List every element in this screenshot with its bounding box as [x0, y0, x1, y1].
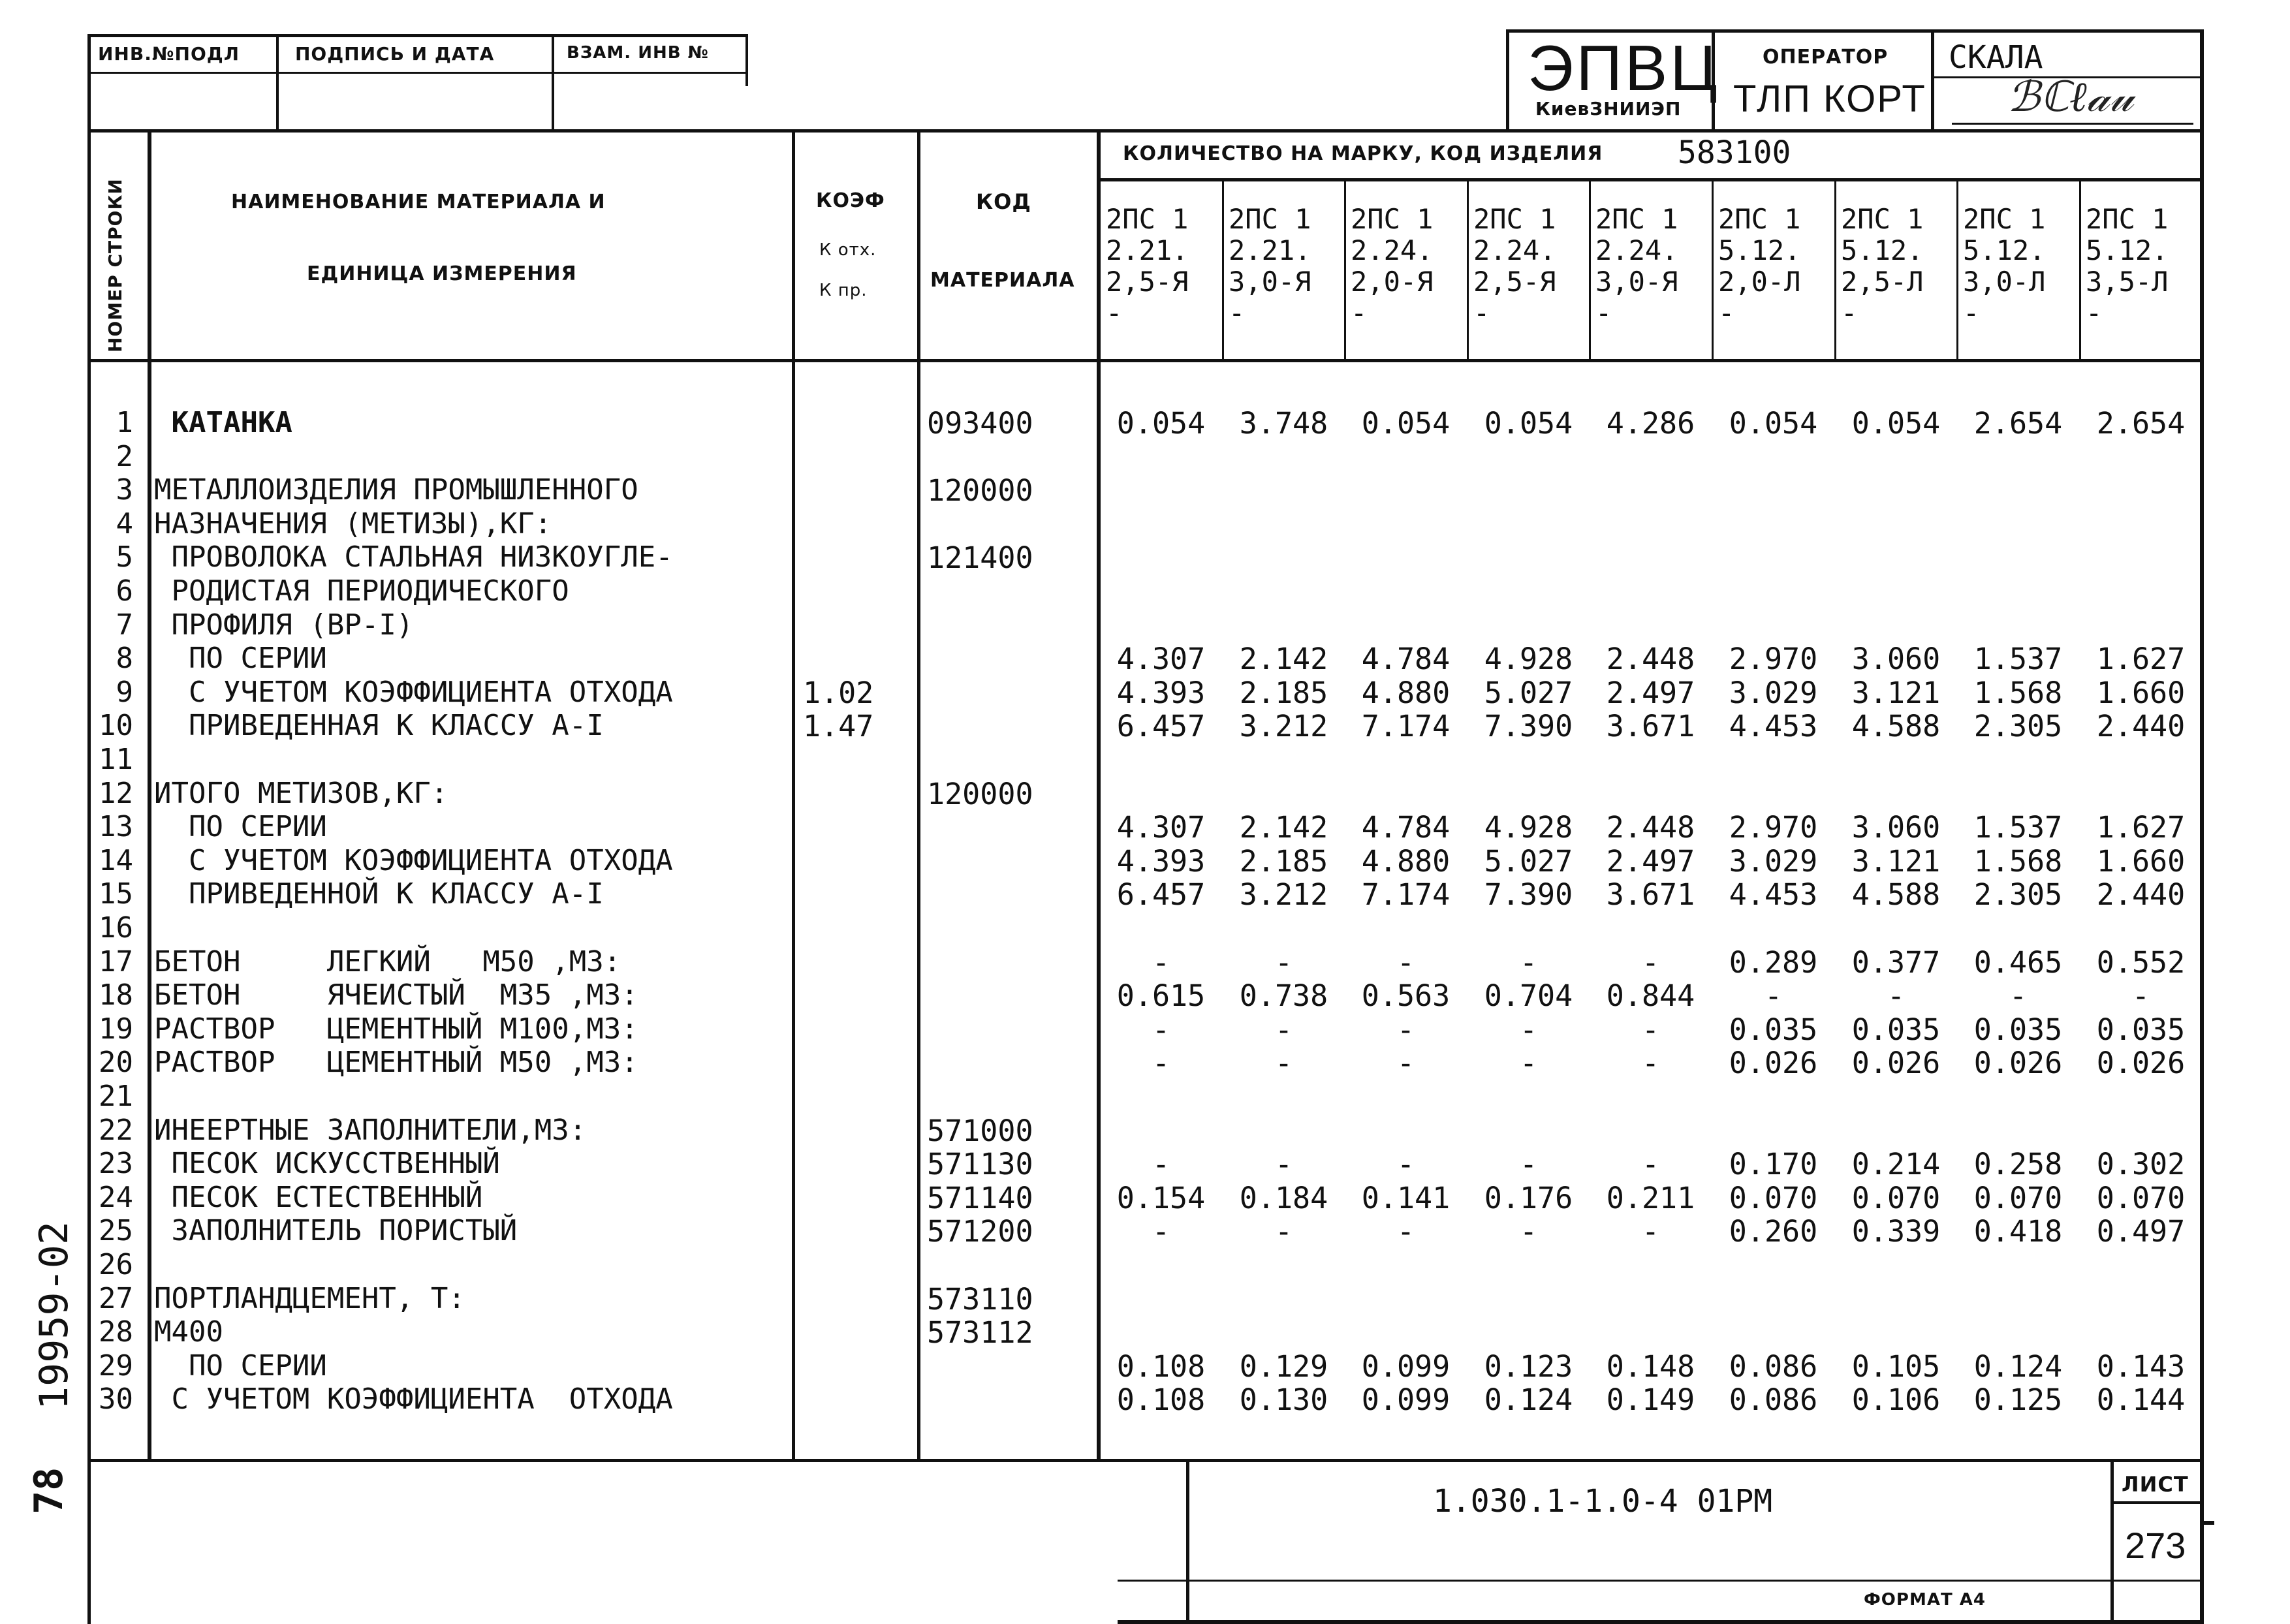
quantity-value: -	[1764, 978, 1783, 1013]
quantity-value: -	[1396, 1012, 1415, 1047]
quantity-value: -	[1274, 1012, 1293, 1047]
quantity-value: 2.654	[2096, 406, 2186, 441]
quantity-value: 3.212	[1239, 709, 1328, 743]
row-number: 17	[99, 945, 133, 978]
side-number: 19959-02	[31, 1221, 77, 1410]
quantity-value: 0.704	[1484, 978, 1573, 1013]
footer-border	[2110, 1501, 2204, 1504]
stamp-border	[276, 34, 279, 132]
material-code: 120000	[927, 473, 1033, 508]
quantity-value: 7.390	[1484, 877, 1573, 912]
quantity-value: 1.537	[1973, 810, 2063, 845]
table-border	[87, 129, 91, 1624]
quantity-value: 0.099	[1361, 1349, 1451, 1384]
quantity-value: 2.970	[1729, 642, 1818, 676]
material-name: С УЧЕТОМ КОЭФФИЦИЕНТА ОТХОДА	[154, 844, 673, 877]
quantity-value: 1.660	[2096, 844, 2186, 879]
quantity-value: 1.627	[2096, 810, 2186, 845]
quantity-value: 0.070	[2096, 1181, 2186, 1215]
quantity-value: 3.671	[1606, 709, 1695, 743]
quantity-value: -	[1519, 1046, 1538, 1080]
quantity-value: 0.258	[1973, 1147, 2063, 1181]
stamp-border	[87, 34, 91, 132]
stamp-border	[745, 34, 748, 86]
footer-border	[1118, 1580, 2204, 1582]
column-header-code: 2ПС 1 2.24. 2,5-Я -	[1473, 203, 1556, 329]
row-number: 9	[116, 676, 133, 709]
quantity-value: 0.099	[1361, 1382, 1451, 1417]
quantity-value: 0.339	[1851, 1214, 1941, 1249]
quantity-value: 4.393	[1116, 844, 1206, 879]
data-col-divider	[2079, 178, 2081, 361]
column-header-code: 2ПС 1 5.12. 2,0-Л -	[1718, 203, 1801, 329]
titleblock-border	[1931, 29, 1934, 131]
quantity-value: 3.060	[1851, 810, 1941, 845]
quantity-value: 7.390	[1484, 709, 1573, 743]
col-divider	[1097, 129, 1101, 1461]
quantity-value: 3.029	[1729, 676, 1818, 710]
quantity-value: -	[1152, 1147, 1170, 1181]
data-col-divider	[1956, 178, 1958, 361]
material-code: 571200	[927, 1214, 1033, 1249]
quantity-value: 0.054	[1729, 406, 1818, 441]
quantity-value: 3.748	[1239, 406, 1328, 441]
row-number: 22	[99, 1114, 133, 1147]
row-number: 24	[99, 1181, 133, 1214]
qty-header-line	[1097, 178, 2203, 181]
quantity-value: 0.176	[1484, 1181, 1573, 1215]
quantity-value: 0.106	[1851, 1382, 1941, 1417]
quantity-value: 0.026	[1973, 1046, 2063, 1080]
quantity-value: 4.784	[1361, 810, 1451, 845]
quantity-value: 0.141	[1361, 1181, 1451, 1215]
quantity-value: 2.305	[1973, 877, 2063, 912]
quantity-value: 0.035	[1851, 1012, 1941, 1047]
quantity-value: -	[1519, 1214, 1538, 1249]
quantity-value: 4.307	[1116, 810, 1206, 845]
quantity-value: 2.448	[1606, 642, 1695, 676]
material-name: ПРОФИЛЯ (ВР-I)	[154, 608, 414, 642]
sheet-number: 273	[2125, 1525, 2186, 1566]
col-divider	[917, 129, 920, 1461]
footer-border	[2200, 1521, 2214, 1525]
material-code: 093400	[927, 406, 1033, 441]
row-number: 23	[99, 1147, 133, 1180]
column-header-code: 2ПС 1 2.24. 3,0-Я -	[1595, 203, 1678, 329]
material-name: ИНЕЕРТНЫЕ ЗАПОЛНИТЕЛИ,М3:	[154, 1114, 587, 1147]
data-col-divider	[1589, 178, 1591, 361]
quantity-value: 4.588	[1851, 709, 1941, 743]
material-name: РАСТВОР ЦЕМЕНТНЫЙ М50 ,М3:	[154, 1046, 638, 1079]
quantity-value: 2.497	[1606, 844, 1695, 879]
stamp-inv-podl-label: ИНВ.№ПОДЛ	[98, 43, 240, 65]
quantity-value: 3.121	[1851, 844, 1941, 879]
quantity-value: 4.928	[1484, 810, 1573, 845]
row-number: 16	[99, 911, 133, 945]
quantity-value: 0.054	[1361, 406, 1451, 441]
header-name-line1: НАИМЕНОВАНИЕ МАТЕРИАЛА И	[231, 191, 606, 213]
quantity-value: -	[1641, 1214, 1660, 1249]
row-number: 10	[99, 709, 133, 742]
sheet-label: ЛИСТ	[2122, 1472, 2189, 1497]
quantity-value: 2.497	[1606, 676, 1695, 710]
quantity-value: 0.289	[1729, 945, 1818, 980]
row-number: 20	[99, 1046, 133, 1079]
table-border	[87, 359, 2203, 362]
quantity-value: 0.465	[1973, 945, 2063, 980]
quantity-value: 2.970	[1729, 810, 1818, 845]
column-header-code: 2ПС 1 2.24. 2,0-Я -	[1351, 203, 1434, 329]
row-number: 14	[99, 844, 133, 877]
quantity-value: 0.211	[1606, 1181, 1695, 1215]
header-material: МАТЕРИАЛА	[930, 269, 1075, 292]
quantity-value: 2.440	[2096, 709, 2186, 743]
col-divider	[148, 129, 151, 1461]
data-col-divider	[1712, 178, 1714, 361]
material-name: БЕТОН ЛЕГКИЙ М50 ,М3:	[154, 945, 621, 978]
row-number: 8	[116, 642, 133, 675]
quantity-value: 3.671	[1606, 877, 1695, 912]
quantity-value: 0.108	[1116, 1382, 1206, 1417]
table-border	[87, 1459, 2203, 1462]
material-name: ПРОВОЛОКА СТАЛЬНАЯ НИЗКОУГЛЕ-	[154, 540, 673, 574]
material-name: МЕТАЛЛОИЗДЕЛИЯ ПРОМЫШЛЕННОГО	[154, 473, 638, 507]
quantity-value: 0.377	[1851, 945, 1941, 980]
quantity-value: 4.880	[1361, 676, 1451, 710]
quantity-value: 4.286	[1606, 406, 1695, 441]
quantity-value: 0.108	[1116, 1349, 1206, 1384]
row-number: 25	[99, 1214, 133, 1247]
quantity-value: -	[1519, 1012, 1538, 1047]
quantity-value: 4.307	[1116, 642, 1206, 676]
quantity-value: 2.142	[1239, 810, 1328, 845]
quantity-value: 1.568	[1973, 844, 2063, 879]
material-name: БЕТОН ЯЧЕИСТЫЙ М35 ,М3:	[154, 978, 638, 1012]
quantity-value: 0.260	[1729, 1214, 1818, 1249]
header-row-number: НОМЕР СТРОКИ	[104, 178, 126, 352]
quantity-value: 3.121	[1851, 676, 1941, 710]
quantity-value: 0.143	[2096, 1349, 2186, 1384]
row-number: 11	[99, 743, 133, 776]
quantity-value: -	[1396, 945, 1415, 980]
header-kod: КОД	[976, 189, 1031, 214]
quantity-value: 4.928	[1484, 642, 1573, 676]
corner-number: 78	[26, 1467, 72, 1514]
material-name: РАСТВОР ЦЕМЕНТНЫЙ М100,М3:	[154, 1012, 638, 1046]
signature: ℬℂℓ𝒶𝓊	[2007, 73, 2133, 121]
footer-border	[2110, 1459, 2114, 1622]
quantity-value: 5.027	[1484, 676, 1573, 710]
quantity-value: 1.660	[2096, 676, 2186, 710]
quantity-value: 0.170	[1729, 1147, 1818, 1181]
quantity-value: -	[1641, 1147, 1660, 1181]
quantity-value: 2.440	[2096, 877, 2186, 912]
quantity-value: 3.060	[1851, 642, 1941, 676]
quantity-value: 7.174	[1361, 709, 1451, 743]
system-name: СКАЛА	[1949, 39, 2043, 76]
quantity-value: -	[1519, 1147, 1538, 1181]
col-divider	[792, 129, 795, 1461]
header-koef: КОЭФ	[816, 189, 885, 212]
waste-coefficient: 1.02	[803, 676, 874, 710]
quantity-value: 4.588	[1851, 877, 1941, 912]
material-name: М400	[154, 1315, 223, 1349]
titleblock-border	[1506, 29, 1509, 131]
quantity-value: 2.305	[1973, 709, 2063, 743]
row-number: 12	[99, 777, 133, 810]
stamp-border	[87, 34, 748, 37]
column-header-code: 2ПС 1 5.12. 2,5-Л -	[1841, 203, 1924, 329]
quantity-value: 0.070	[1973, 1181, 2063, 1215]
quantity-value: 6.457	[1116, 877, 1206, 912]
quantity-value: 2.654	[1973, 406, 2063, 441]
row-number: 3	[116, 473, 133, 507]
stamp-vzam-label: ВЗАМ. ИНВ №	[567, 43, 709, 63]
material-name: КАТАНКА	[154, 406, 292, 439]
header-k-otx: К отх.	[819, 240, 877, 260]
quantity-value: 0.054	[1116, 406, 1206, 441]
material-name: ПЕСОК ИСКУССТВЕННЫЙ	[154, 1147, 500, 1180]
row-number: 15	[99, 877, 133, 911]
row-number: 30	[99, 1382, 133, 1416]
quantity-value: 2.448	[1606, 810, 1695, 845]
quantity-value: 7.174	[1361, 877, 1451, 912]
row-number: 13	[99, 810, 133, 843]
column-header-code: 2ПС 1 5.12. 3,5-Л -	[2086, 203, 2169, 329]
doc-code: 1.030.1-1.0-4 01РМ	[1433, 1483, 1773, 1520]
quantity-value: 0.070	[1851, 1181, 1941, 1215]
quantity-value: 0.214	[1851, 1147, 1941, 1181]
material-name: С УЧЕТОМ КОЭФФИЦИЕНТА ОТХОДА	[154, 1382, 673, 1416]
quantity-value: 0.418	[1973, 1214, 2063, 1249]
quantity-value: 0.054	[1851, 406, 1941, 441]
quantity-value: 0.124	[1484, 1382, 1573, 1417]
quantity-value: 4.784	[1361, 642, 1451, 676]
material-code: 121400	[927, 540, 1033, 575]
quantity-value: 0.086	[1729, 1349, 1818, 1384]
quantity-value: 0.026	[2096, 1046, 2186, 1080]
material-name: ПРИВЕДЕННОЙ К КЛАССУ А-I	[154, 877, 604, 911]
row-number: 2	[116, 440, 133, 473]
org-name: ЭПВЦ	[1528, 32, 1720, 104]
quantity-value: -	[1274, 945, 1293, 980]
quantity-value: 0.129	[1239, 1349, 1328, 1384]
org-subname: КиевЗНИИЭП	[1535, 98, 1682, 119]
stamp-border	[87, 72, 748, 74]
row-number: 19	[99, 1012, 133, 1046]
quantity-value: 0.026	[1851, 1046, 1941, 1080]
header-k-pr: К пр.	[819, 281, 868, 300]
header-item-code: 583100	[1678, 134, 1791, 171]
stamp-podpis-label: ПОДПИСЬ И ДАТА	[295, 43, 495, 65]
quantity-value: 6.457	[1116, 709, 1206, 743]
material-code: 573112	[927, 1315, 1033, 1350]
quantity-value: 3.212	[1239, 877, 1328, 912]
quantity-value: 0.844	[1606, 978, 1695, 1013]
row-number: 27	[99, 1282, 133, 1315]
quantity-value: 0.615	[1116, 978, 1206, 1013]
quantity-value: 0.302	[2096, 1147, 2186, 1181]
material-name: ЗАПОЛНИТЕЛЬ ПОРИСТЫЙ	[154, 1214, 518, 1247]
column-header-code: 2ПС 1 5.12. 3,0-Л -	[1963, 203, 2046, 329]
quantity-value: -	[2009, 978, 2028, 1013]
quantity-value: 0.035	[2096, 1012, 2186, 1047]
material-code: 571130	[927, 1147, 1033, 1181]
quantity-value: 5.027	[1484, 844, 1573, 879]
material-code: 573110	[927, 1282, 1033, 1317]
quantity-value: 2.142	[1239, 642, 1328, 676]
material-name: ПЕСОК ЕСТЕСТВЕННЫЙ	[154, 1181, 483, 1214]
row-number: 1	[116, 406, 133, 439]
quantity-value: 0.035	[1973, 1012, 2063, 1047]
quantity-value: 0.026	[1729, 1046, 1818, 1080]
quantity-value: 3.029	[1729, 844, 1818, 879]
quantity-value: 0.149	[1606, 1382, 1695, 1417]
quantity-value: -	[1274, 1214, 1293, 1249]
quantity-value: -	[1519, 945, 1538, 980]
data-col-divider	[1467, 178, 1469, 361]
material-name: ПО СЕРИИ	[154, 1349, 327, 1382]
quantity-value: -	[1396, 1214, 1415, 1249]
quantity-value: 2.185	[1239, 676, 1328, 710]
quantity-value: 0.123	[1484, 1349, 1573, 1384]
quantity-value: -	[1152, 1046, 1170, 1080]
material-name: ПОРТЛАНДЦЕМЕНТ, Т:	[154, 1282, 465, 1315]
quantity-value: -	[1641, 1012, 1660, 1047]
stamp-border	[552, 34, 554, 132]
quantity-value: 0.125	[1973, 1382, 2063, 1417]
quantity-value: -	[1274, 1046, 1293, 1080]
quantity-value: -	[1396, 1147, 1415, 1181]
row-number: 21	[99, 1080, 133, 1113]
data-col-divider	[1834, 178, 1836, 361]
quantity-value: 4.453	[1729, 709, 1818, 743]
data-col-divider	[1222, 178, 1224, 361]
row-number: 7	[116, 608, 133, 642]
quantity-value: 0.563	[1361, 978, 1451, 1013]
material-name: РОДИСТАЯ ПЕРИОДИЧЕСКОГО	[154, 574, 569, 608]
quantity-value: 1.537	[1973, 642, 2063, 676]
quantity-value: 1.627	[2096, 642, 2186, 676]
quantity-value: 0.148	[1606, 1349, 1695, 1384]
material-name: С УЧЕТОМ КОЭФФИЦИЕНТА ОТХОДА	[154, 676, 673, 709]
operator-value: ТЛП КОРТ	[1733, 78, 1926, 120]
quantity-value: 1.568	[1973, 676, 2063, 710]
data-col-divider	[1344, 178, 1346, 361]
quantity-value: 0.124	[1973, 1349, 2063, 1384]
quantity-value: -	[2131, 978, 2150, 1013]
quantity-value: -	[1641, 945, 1660, 980]
quantity-value: 0.070	[1729, 1181, 1818, 1215]
table-border	[87, 129, 2203, 133]
column-header-code: 2ПС 1 2.21. 2,5-Я -	[1106, 203, 1189, 329]
quantity-value: 0.552	[2096, 945, 2186, 980]
material-name: НАЗНАЧЕНИЯ (МЕТИЗЫ),КГ:	[154, 507, 552, 540]
quantity-value: 4.393	[1116, 676, 1206, 710]
quantity-value: 0.054	[1484, 406, 1573, 441]
quantity-value: -	[1152, 945, 1170, 980]
material-code: 571140	[927, 1181, 1033, 1215]
quantity-value: 4.453	[1729, 877, 1818, 912]
row-number: 29	[99, 1349, 133, 1382]
quantity-value: 0.184	[1239, 1181, 1328, 1215]
row-number: 26	[99, 1248, 133, 1281]
quantity-value: 0.130	[1239, 1382, 1328, 1417]
row-number: 6	[116, 574, 133, 608]
material-name: ПО СЕРИИ	[154, 810, 327, 843]
row-number: 18	[99, 978, 133, 1012]
quantity-value: -	[1641, 1046, 1660, 1080]
material-name: ИТОГО МЕТИЗОВ,КГ:	[154, 777, 448, 810]
quantity-value: 0.035	[1729, 1012, 1818, 1047]
row-number: 4	[116, 507, 133, 540]
header-qty: КОЛИЧЕСТВО НА МАРКУ, КОД ИЗДЕЛИЯ	[1123, 142, 1603, 165]
material-code: 571000	[927, 1114, 1033, 1148]
signature-underline	[1952, 123, 2193, 125]
quantity-value: 0.738	[1239, 978, 1328, 1013]
quantity-value: -	[1152, 1012, 1170, 1047]
quantity-value: 0.086	[1729, 1382, 1818, 1417]
row-number: 28	[99, 1315, 133, 1349]
format-label: ФОРМАТ А4	[1864, 1590, 1986, 1610]
quantity-value: 2.185	[1239, 844, 1328, 879]
material-name: ПРИВЕДЕННАЯ К КЛАССУ А-I	[154, 709, 604, 742]
material-code: 120000	[927, 777, 1033, 811]
quantity-value: 0.105	[1851, 1349, 1941, 1384]
column-header-code: 2ПС 1 2.21. 3,0-Я -	[1229, 203, 1311, 329]
operator-label: ОПЕРАТОР	[1763, 46, 1889, 69]
table-border	[1118, 1620, 2204, 1624]
waste-coefficient: 1.47	[803, 709, 874, 743]
row-number: 5	[116, 540, 133, 574]
quantity-value: 0.497	[2096, 1214, 2186, 1249]
quantity-value: 0.154	[1116, 1181, 1206, 1215]
material-name: ПО СЕРИИ	[154, 642, 327, 675]
quantity-value: -	[1887, 978, 1906, 1013]
quantity-value: 4.880	[1361, 844, 1451, 879]
header-name-line2: ЕДИНИЦА ИЗМЕРЕНИЯ	[307, 262, 577, 285]
footer-border	[1186, 1459, 1189, 1622]
quantity-value: -	[1152, 1214, 1170, 1249]
quantity-value: 0.144	[2096, 1382, 2186, 1417]
quantity-value: -	[1274, 1147, 1293, 1181]
quantity-value: -	[1396, 1046, 1415, 1080]
